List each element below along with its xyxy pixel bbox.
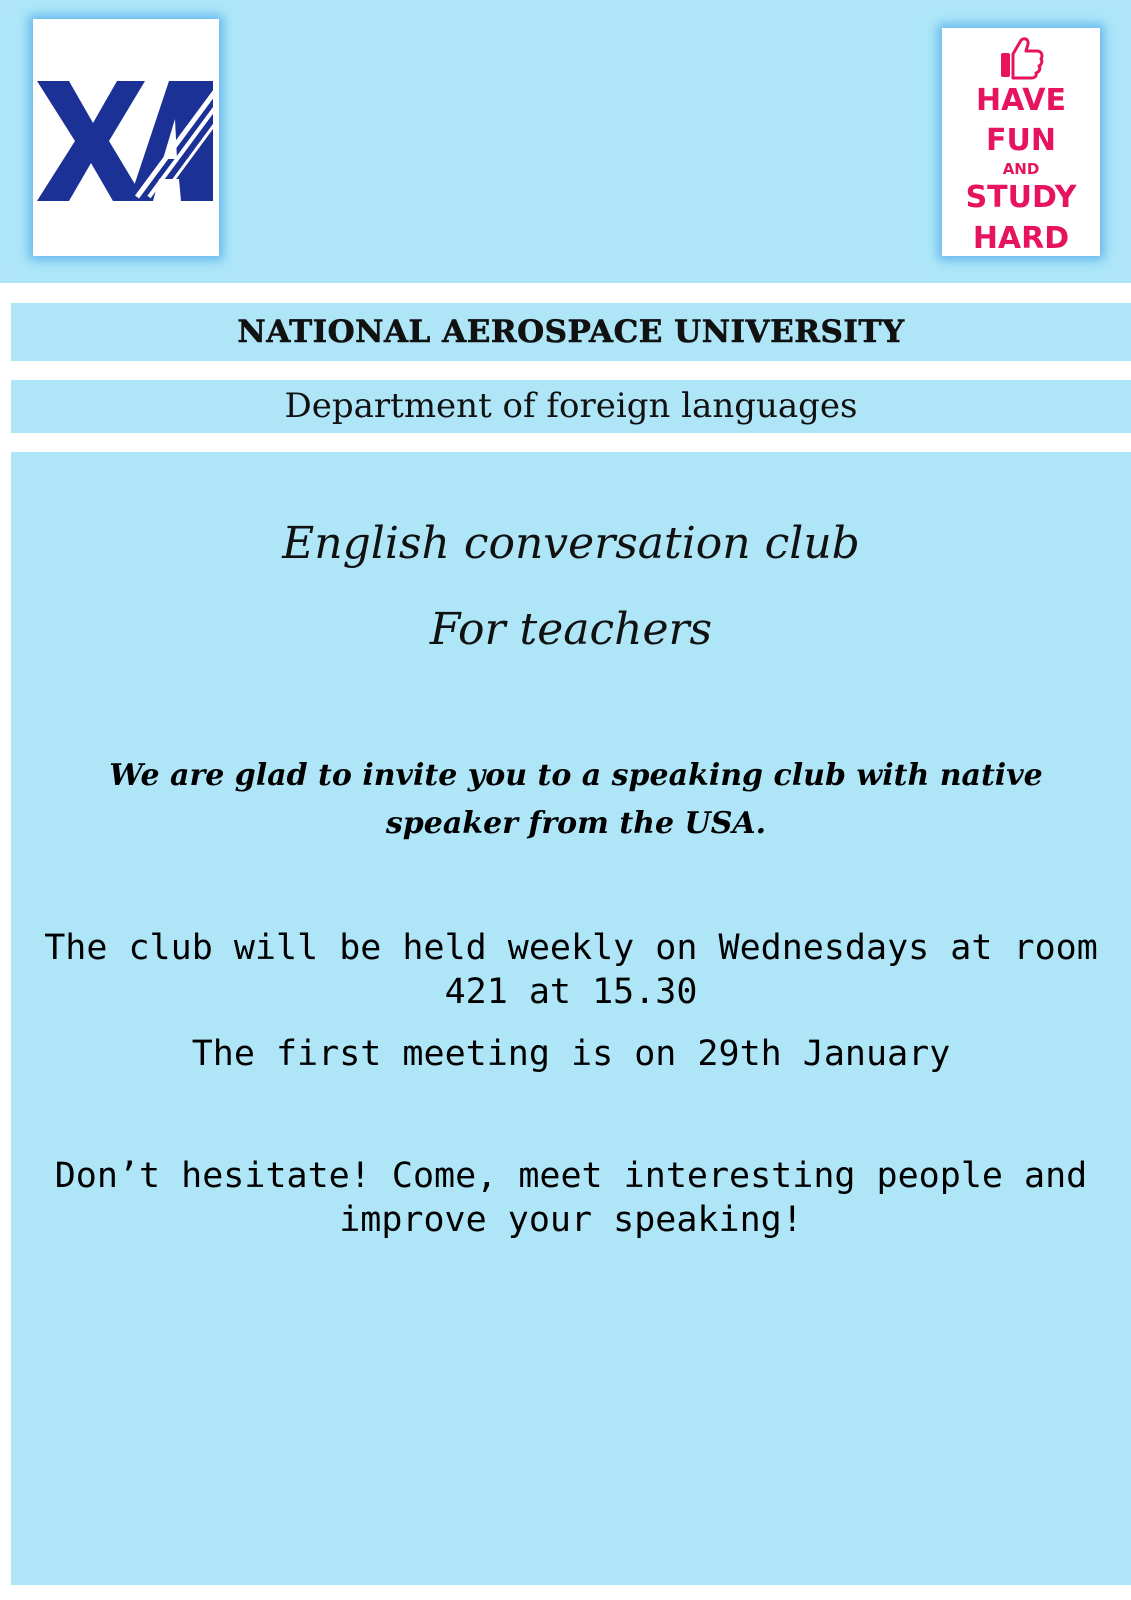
slogan-line-4: STUDY — [965, 180, 1077, 215]
first-meeting-text: The first meeting is on 29th January — [191, 1034, 951, 1074]
university-logo — [33, 19, 219, 256]
university-name: NATIONAL AEROSPACE UNIVERSITY — [237, 314, 905, 350]
announcement-panel — [11, 452, 1131, 1585]
university-bar — [11, 303, 1131, 361]
department-name: Department of foreign languages — [284, 386, 858, 426]
club-title: English conversation club — [282, 518, 860, 569]
slogan-badge — [942, 28, 1100, 256]
call-to-action-text: Don’t hesitate! Come, meet interesting people and improve your speaking! — [54, 1156, 1088, 1240]
thumbs-up-icon — [998, 34, 1044, 80]
department-bar — [11, 380, 1131, 433]
club-audience: For teachers — [429, 604, 713, 655]
xai-university-logo-icon — [33, 19, 219, 256]
slogan-line-2: FUN — [986, 123, 1056, 158]
slogan-line-1: HAVE — [976, 83, 1066, 118]
slogan-line-3: AND — [1002, 160, 1040, 178]
slogan-line-5: HARD — [972, 221, 1070, 256]
schedule-text: The club will be held weekly on Wednesdays at room 421 at 15.30 — [44, 928, 1098, 1012]
invitation-text: We are glad to invite you to a speaking club with native speaker from the USA. — [109, 758, 1043, 841]
